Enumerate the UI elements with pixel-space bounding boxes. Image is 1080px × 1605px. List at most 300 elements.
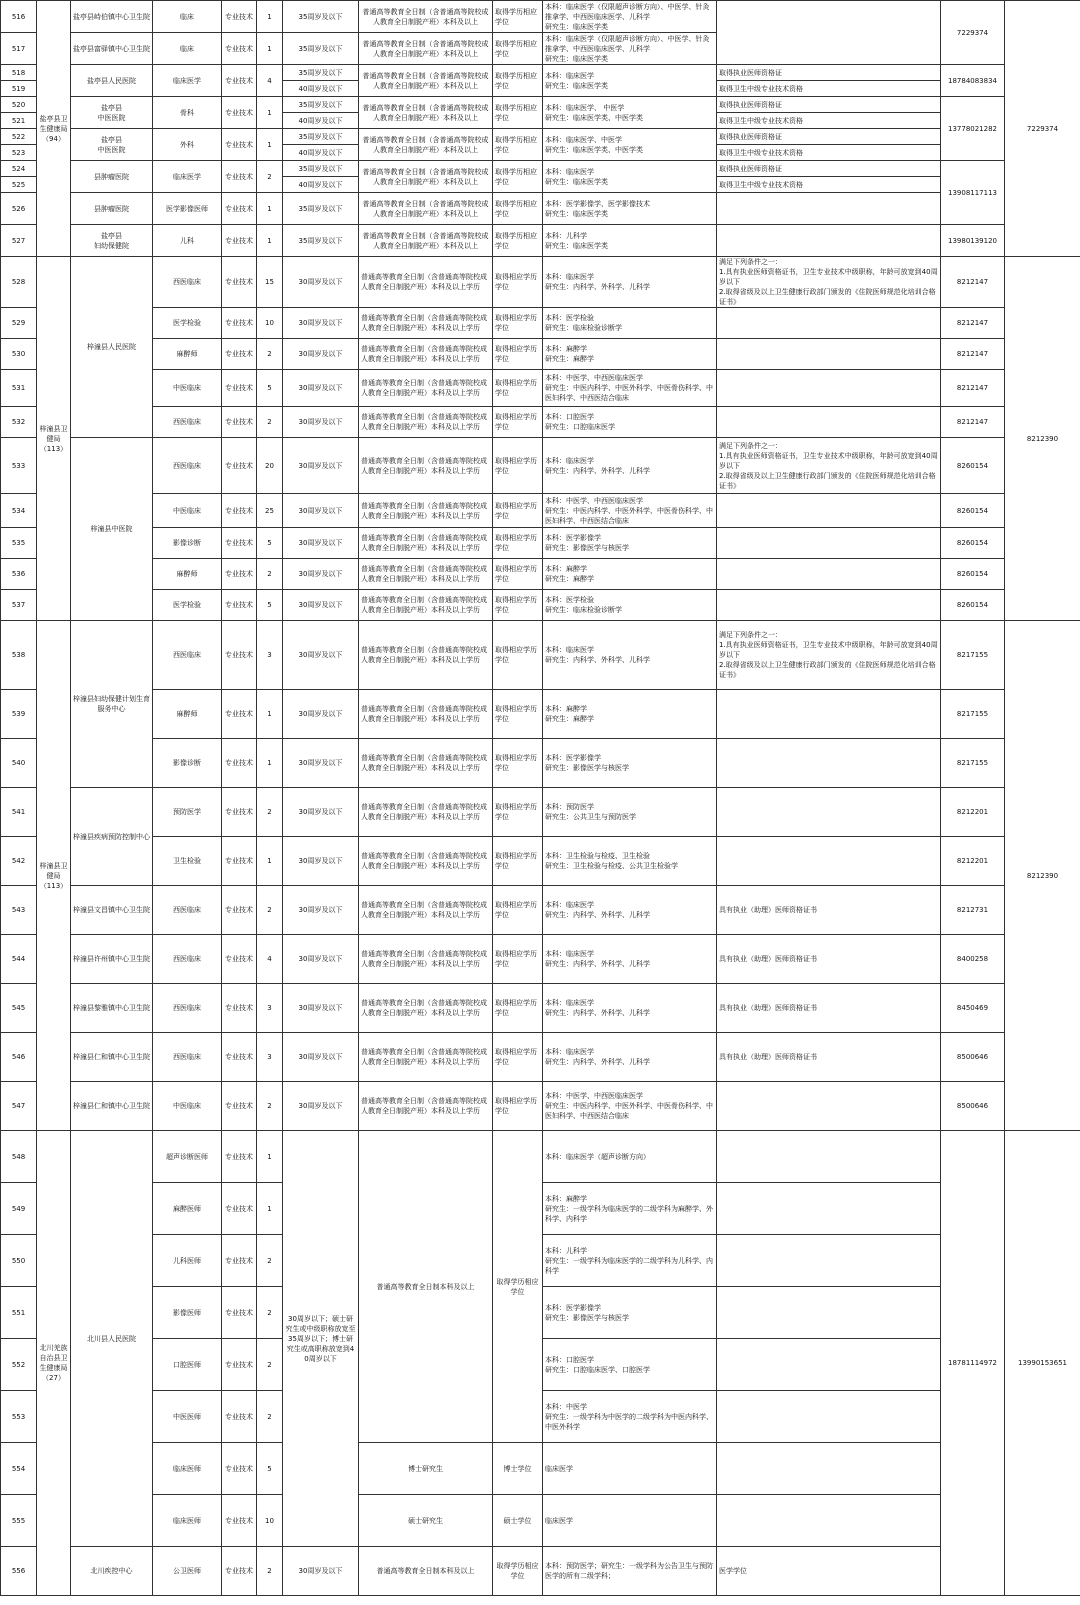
position-type: 专业技术: [222, 494, 257, 528]
unit-name: 盐亭县 中医医院: [71, 97, 153, 129]
table-row: [1, 1443, 1080, 1495]
education-requirement: 博士研究生: [359, 1443, 493, 1495]
position-name: 西医临床: [153, 984, 222, 1033]
age-requirement: 30周岁及以下: [283, 984, 359, 1033]
age-requirement: 40周岁及以下: [283, 145, 359, 161]
table-row: [1, 935, 1080, 984]
position-type: 专业技术: [222, 837, 257, 886]
unit-name: 盐亭县富驿镇中心卫生院: [71, 33, 153, 65]
age-requirement: 40周岁及以下: [283, 81, 359, 97]
position-count: 2: [257, 339, 283, 370]
other-requirement: 取得卫生中级专业技术资格: [717, 145, 941, 161]
position-count: 1: [257, 225, 283, 257]
education-requirement: 普通高等教育全日制（含普通高等院校成人教育全日制脱产班）本科及以上: [359, 33, 493, 65]
education-requirement: 普通高等教育全日制（含普通高等院校成人教育全日制脱产班）本科及以上学历: [359, 739, 493, 788]
age-requirement: 30周岁以下；硕士研究生或中级职称放宽至35周岁以下；博士研究生或高职称放宽到40周岁以下: [283, 1131, 359, 1547]
table-row: [1, 161, 1080, 177]
row-number: 522: [1, 129, 37, 145]
major-requirement: 本科：麻醉学 研究生：麻醉学: [543, 690, 717, 739]
education-requirement: 普通高等教育全日制（含普通高等院校成人教育全日制脱产班）本科及以上学历: [359, 1033, 493, 1082]
unit-name: 梓潼县黎雅镇中心卫生院: [71, 984, 153, 1033]
position-name: 公卫医师: [153, 1547, 222, 1596]
major-requirement: 本科：中医学 研究生：一级学科为中医学的二级学科为中医内科学、中医外科学: [543, 1391, 717, 1443]
education-requirement: 普通高等教育全日制（含普通高等院校成人教育全日制脱产班）本科及以上: [359, 193, 493, 225]
major-requirement: 本科：麻醉学 研究生：麻醉学: [543, 559, 717, 590]
major-requirement: 本科：医学检验 研究生：临床检验诊断学: [543, 308, 717, 339]
table-row: [1, 1547, 1080, 1596]
position-name: 儿科医师: [153, 1235, 222, 1287]
degree-requirement: 取得相应学历学位: [493, 886, 543, 935]
major-requirement: 本科：医学影像学、医学影像技术 研究生：临床医学类: [543, 193, 717, 225]
unit-name: 梓潼县文昌镇中心卫生院: [71, 886, 153, 935]
unit-name: 梓潼县人民医院: [71, 257, 153, 438]
position-name: 骨科: [153, 97, 222, 129]
major-requirement: 本科：医学影像学 研究生：影像医学与核医学: [543, 528, 717, 559]
contact-phone: 8260154: [941, 559, 1005, 590]
other-requirement: 满足下列条件之一： 1.具有执业医师资格证书，卫生专业技术中级职称，年龄可放宽到40周岁以下 2.取得省级及以上卫生健康行政部门颁发的《住院医师规范化培训合格证书》: [717, 257, 941, 308]
major-requirement: 本科：口腔医学 研究生：口腔临床医学: [543, 407, 717, 438]
degree-requirement: 取得相应学历学位: [493, 559, 543, 590]
major-requirement: 本科：中医学、中西医临床医学 研究生：中医内科学、中医外科学、中医骨伤科学、中医妇科学、中西医结合临床: [543, 1082, 717, 1131]
other-requirement: [717, 225, 941, 257]
table-row: [1, 1033, 1080, 1082]
row-number: 549: [1, 1183, 37, 1235]
age-requirement: 30周岁及以下: [283, 935, 359, 984]
position-name: 临床医师: [153, 1495, 222, 1547]
position-count: 2: [257, 407, 283, 438]
other-requirement: [717, 1235, 941, 1287]
position-name: 影像医师: [153, 1287, 222, 1339]
row-number: 524: [1, 161, 37, 177]
row-number: 540: [1, 739, 37, 788]
position-count: 2: [257, 559, 283, 590]
major-requirement: 本科：临床医学 研究生：临床医学类: [543, 65, 717, 97]
org-phone: 7229374: [1005, 1, 1080, 257]
position-count: 1: [257, 129, 283, 161]
position-name: 外科: [153, 129, 222, 161]
major-requirement: 本科：临床医学 研究生：内科学、外科学、儿科学: [543, 257, 717, 308]
other-requirement: [717, 837, 941, 886]
degree-requirement: 取得相应学历学位: [493, 590, 543, 621]
row-number: 553: [1, 1391, 37, 1443]
table-row: [1, 308, 1080, 339]
other-requirement: [717, 590, 941, 621]
position-count: 2: [257, 886, 283, 935]
age-requirement: 30周岁及以下: [283, 788, 359, 837]
table-row: [1, 590, 1080, 621]
position-type: 专业技术: [222, 739, 257, 788]
age-requirement: 30周岁及以下: [283, 690, 359, 739]
table-row: [1, 370, 1080, 407]
major-requirement: 本科：临床医学 研究生：临床医学类: [543, 161, 717, 193]
major-requirement: 本科：临床医学、中医学 研究生：临床医学类、中医学类: [543, 129, 717, 161]
other-requirement: [717, 1495, 941, 1547]
position-name: 中医临床: [153, 494, 222, 528]
other-requirement: 医学学位: [717, 1547, 941, 1596]
degree-requirement: 取得学历相应学位: [493, 1547, 543, 1596]
contact-phone: 18781114972: [941, 1131, 1005, 1596]
major-requirement: 本科：临床医学 研究生：内科学、外科学、儿科学: [543, 886, 717, 935]
position-name: 西医临床: [153, 621, 222, 690]
contact-phone: 8212147: [941, 257, 1005, 308]
row-number: 535: [1, 528, 37, 559]
position-count: 1: [257, 193, 283, 225]
other-requirement: [717, 1339, 941, 1391]
education-requirement: 普通高等教育全日制（含普通高等院校成人教育全日制脱产班）本科及以上学历: [359, 494, 493, 528]
unit-name: 县肿瘤医院: [71, 193, 153, 225]
contact-phone: 8217155: [941, 739, 1005, 788]
row-number: 525: [1, 177, 37, 193]
org-phone: 8212390: [1005, 621, 1080, 1131]
org-name: 盐亭县卫生健康局 （94）: [37, 1, 71, 257]
other-requirement: [717, 788, 941, 837]
position-type: 专业技术: [222, 1287, 257, 1339]
contact-phone: 8212147: [941, 339, 1005, 370]
row-number: 545: [1, 984, 37, 1033]
major-requirement: 本科：预防医学 研究生：公共卫生与预防医学: [543, 788, 717, 837]
education-requirement: 普通高等教育全日制（含普通高等院校成人教育全日制脱产班）本科及以上学历: [359, 438, 493, 494]
position-name: 麻醉师: [153, 339, 222, 370]
row-number: 537: [1, 590, 37, 621]
contact-phone: 8212147: [941, 407, 1005, 438]
position-type: 专业技术: [222, 621, 257, 690]
education-requirement: 普通高等教育全日制（含普通高等院校成人教育全日制脱产班）本科及以上学历: [359, 837, 493, 886]
contact-phone: 8212147: [941, 370, 1005, 407]
degree-requirement: 取得相应学历学位: [493, 308, 543, 339]
position-count: 1: [257, 739, 283, 788]
other-requirement: [717, 1, 941, 65]
age-requirement: 30周岁及以下: [283, 559, 359, 590]
other-requirement: [717, 1391, 941, 1443]
position-count: 4: [257, 935, 283, 984]
position-count: 2: [257, 1082, 283, 1131]
other-requirement: 取得卫生中级专业技术资格: [717, 81, 941, 97]
education-requirement: 普通高等教育全日制（含普通高等院校成人教育全日制脱产班）本科及以上学历: [359, 308, 493, 339]
age-requirement: 30周岁及以下: [283, 1082, 359, 1131]
table-row: [1, 788, 1080, 837]
position-type: 专业技术: [222, 308, 257, 339]
position-count: 3: [257, 621, 283, 690]
other-requirement: 取得卫生中级专业技术资格: [717, 177, 941, 193]
other-requirement: [717, 407, 941, 438]
degree-requirement: 取得学历相应学位: [493, 1, 543, 33]
position-name: 中医临床: [153, 370, 222, 407]
position-count: 5: [257, 528, 283, 559]
major-requirement: 本科：麻醉学 研究生：麻醉学: [543, 339, 717, 370]
major-requirement: 本科：临床医学 研究生：内科学、外科学、儿科学: [543, 1033, 717, 1082]
degree-requirement: 取得相应学历学位: [493, 739, 543, 788]
position-count: 2: [257, 1391, 283, 1443]
education-requirement: 普通高等教育全日制（含普通高等院校成人教育全日制脱产班）本科及以上学历: [359, 370, 493, 407]
contact-phone: 8500646: [941, 1033, 1005, 1082]
degree-requirement: 取得相应学历学位: [493, 528, 543, 559]
position-count: 1: [257, 33, 283, 65]
education-requirement: 普通高等教育全日制（含普通高等院校成人教育全日制脱产班）本科及以上学历: [359, 559, 493, 590]
position-name: 西医临床: [153, 438, 222, 494]
row-number: 517: [1, 33, 37, 65]
position-name: 麻醉医师: [153, 1183, 222, 1235]
degree-requirement: 取得学历相应学位: [493, 225, 543, 257]
position-type: 专业技术: [222, 257, 257, 308]
degree-requirement: 博士学位: [493, 1443, 543, 1495]
row-number: 529: [1, 308, 37, 339]
row-number: 542: [1, 837, 37, 886]
contact-phone: 8260154: [941, 494, 1005, 528]
degree-requirement: 取得相应学历学位: [493, 494, 543, 528]
unit-name: 梓潼县疾病预防控制中心: [71, 788, 153, 886]
contact-phone: 8450469: [941, 984, 1005, 1033]
position-count: 2: [257, 788, 283, 837]
row-number: 520: [1, 97, 37, 113]
position-name: 麻醉师: [153, 690, 222, 739]
education-requirement: 普通高等教育全日制（含普通高等院校成人教育全日制脱产班）本科及以上: [359, 161, 493, 193]
contact-phone: 8217155: [941, 690, 1005, 739]
other-requirement: 取得执业医师资格证: [717, 97, 941, 113]
age-requirement: 40周岁及以下: [283, 113, 359, 129]
position-type: 专业技术: [222, 590, 257, 621]
row-number: 544: [1, 935, 37, 984]
position-name: 西医临床: [153, 935, 222, 984]
education-requirement: 普通高等教育全日制（含普通高等院校成人教育全日制脱产班）本科及以上学历: [359, 886, 493, 935]
table-row: [1, 1131, 1080, 1183]
education-requirement: 普通高等教育全日制（含普通高等院校成人教育全日制脱产班）本科及以上学历: [359, 339, 493, 370]
contact-phone: 8212201: [941, 837, 1005, 886]
degree-requirement: 取得相应学历学位: [493, 257, 543, 308]
position-name: 西医临床: [153, 257, 222, 308]
degree-requirement: 硕士学位: [493, 1495, 543, 1547]
position-count: 15: [257, 257, 283, 308]
position-name: 临床: [153, 33, 222, 65]
age-requirement: 30周岁及以下: [283, 590, 359, 621]
position-name: 西医临床: [153, 886, 222, 935]
age-requirement: 30周岁及以下: [283, 438, 359, 494]
unit-name: 梓潼县仁和镇中心卫生院: [71, 1033, 153, 1082]
position-type: 专业技术: [222, 984, 257, 1033]
major-requirement: 临床医学: [543, 1495, 717, 1547]
other-requirement: [717, 339, 941, 370]
major-requirement: 本科：临床医学、 中医学 研究生：临床医学类、中医学类: [543, 97, 717, 129]
major-requirement: 本科：卫生检验与检疫、卫生检验 研究生：卫生检验与检疫、公共卫生检验学: [543, 837, 717, 886]
row-number: 550: [1, 1235, 37, 1287]
row-number: 536: [1, 559, 37, 590]
position-count: 1: [257, 97, 283, 129]
other-requirement: 具有执业（助理）医师资格证书: [717, 935, 941, 984]
other-requirement: 满足下列条件之一： 1.具有执业医师资格证书，卫生专业技术中级职称，年龄可放宽到40周岁以下 2.取得省级及以上卫生健康行政部门颁发的《住院医师规范化培训合格证书》: [717, 621, 941, 690]
other-requirement: 具有执业（助理）医师资格证书: [717, 886, 941, 935]
position-type: 专业技术: [222, 1235, 257, 1287]
unit-name: 梓潼县仁和镇中心卫生院: [71, 1082, 153, 1131]
degree-requirement: 取得学历相应学位: [493, 161, 543, 193]
contact-phone: 8260154: [941, 528, 1005, 559]
unit-name: 北川县人民医院: [71, 1131, 153, 1547]
position-name: 临床医师: [153, 1443, 222, 1495]
other-requirement: 取得执业医师资格证: [717, 161, 941, 177]
unit-name: 盐亭县峙伯镇中心卫生院: [71, 1, 153, 33]
table-row: [1, 494, 1080, 528]
row-number: 533: [1, 438, 37, 494]
unit-name: 梓潼县妇幼保健计划生育服务中心: [71, 621, 153, 788]
position-type: 专业技术: [222, 1339, 257, 1391]
org-name: 梓潼县卫健局 （113）: [37, 257, 71, 621]
education-requirement: 普通高等教育全日制（含普通高等院校成人教育全日制脱产班）本科及以上: [359, 97, 493, 129]
position-count: 2: [257, 1235, 283, 1287]
row-number: 527: [1, 225, 37, 257]
other-requirement: 取得卫生中级专业技术资格: [717, 113, 941, 129]
major-requirement: 本科：中医学、中西医临床医学 研究生：中医内科学、中医外科学、中医骨伤科学、中医妇科学、中西医结合临床: [543, 370, 717, 407]
row-number: 541: [1, 788, 37, 837]
position-count: 3: [257, 984, 283, 1033]
position-type: 专业技术: [222, 935, 257, 984]
other-requirement: [717, 1131, 941, 1183]
position-count: 1: [257, 837, 283, 886]
education-requirement: 普通高等教育全日制（含普通高等院校成人教育全日制脱产班）本科及以上: [359, 65, 493, 97]
table-row: [1, 257, 1080, 308]
table-row: [1, 225, 1080, 257]
position-name: 麻醉师: [153, 559, 222, 590]
contact-phone: 13778021282: [941, 97, 1005, 161]
contact-phone: 8212147: [941, 308, 1005, 339]
major-requirement: 本科：口腔医学 研究生：口腔临床医学、口腔医学: [543, 1339, 717, 1391]
age-requirement: 30周岁及以下: [283, 886, 359, 935]
position-type: 专业技术: [222, 225, 257, 257]
position-type: 专业技术: [222, 1183, 257, 1235]
age-requirement: 30周岁及以下: [283, 339, 359, 370]
row-number: 531: [1, 370, 37, 407]
degree-requirement: 取得相应学历学位: [493, 1082, 543, 1131]
unit-name: 盐亭县人民医院: [71, 65, 153, 97]
contact-phone: 8260154: [941, 438, 1005, 494]
age-requirement: 30周岁及以下: [283, 494, 359, 528]
table-row: [1, 1495, 1080, 1547]
position-type: 专业技术: [222, 370, 257, 407]
position-name: 中医医师: [153, 1391, 222, 1443]
position-name: 临床医学: [153, 65, 222, 97]
major-requirement: 本科：儿科学 研究生：一级学科为临床医学的二级学科为儿科学、内科学: [543, 1235, 717, 1287]
other-requirement: [717, 559, 941, 590]
position-count: 5: [257, 370, 283, 407]
position-count: 1: [257, 1131, 283, 1183]
table-row: [1, 407, 1080, 438]
contact-phone: 8400258: [941, 935, 1005, 984]
education-requirement: 普通高等教育全日制（含普通高等院校成人教育全日制脱产班）本科及以上学历: [359, 935, 493, 984]
org-name: 北川羌族自治县卫生健康局 （27）: [37, 1131, 71, 1596]
org-phone: 13990153651: [1005, 1131, 1080, 1596]
major-requirement: 本科：临床医学（仅限超声诊断方向）、中医学、针灸推拿学、中西医临床医学、儿科学 研究生：临床医学类: [543, 1, 717, 33]
position-count: 5: [257, 590, 283, 621]
position-type: 专业技术: [222, 690, 257, 739]
education-requirement: 普通高等教育全日制（含普通高等院校成人教育全日制脱产班）本科及以上学历: [359, 257, 493, 308]
age-requirement: 35周岁及以下: [283, 129, 359, 145]
position-name: 儿科: [153, 225, 222, 257]
education-requirement: 普通高等教育全日制（含普通高等院校成人教育全日制脱产班）本科及以上学历: [359, 590, 493, 621]
position-count: 2: [257, 161, 283, 193]
education-requirement: 硕士研究生: [359, 1495, 493, 1547]
major-requirement: 本科：医学影像学 研究生：影像医学与核医学: [543, 1287, 717, 1339]
table-row: [1, 438, 1080, 494]
position-name: 口腔医师: [153, 1339, 222, 1391]
education-requirement: 普通高等教育全日制（含普通高等院校成人教育全日制脱产班）本科及以上学历: [359, 407, 493, 438]
other-requirement: [717, 193, 941, 225]
degree-requirement: 取得相应学历学位: [493, 370, 543, 407]
age-requirement: 35周岁及以下: [283, 97, 359, 113]
other-requirement: [717, 1443, 941, 1495]
row-number: 554: [1, 1443, 37, 1495]
major-requirement: 本科：临床医学（超声诊断方向）: [543, 1131, 717, 1183]
contact-phone: 13908117113: [941, 161, 1005, 225]
position-name: 预防医学: [153, 788, 222, 837]
degree-requirement: 取得相应学历学位: [493, 339, 543, 370]
unit-name: 北川疾控中心: [71, 1547, 153, 1596]
position-count: 2: [257, 1287, 283, 1339]
position-name: 西医临床: [153, 1033, 222, 1082]
degree-requirement: 取得学历相应学位: [493, 1131, 543, 1443]
position-type: 专业技术: [222, 1547, 257, 1596]
row-number: 551: [1, 1287, 37, 1339]
row-number: 548: [1, 1131, 37, 1183]
position-name: 中医临床: [153, 1082, 222, 1131]
unit-name: 盐亭县 妇幼保健院: [71, 225, 153, 257]
row-number: 518: [1, 65, 37, 81]
table-row: [1, 339, 1080, 370]
row-number: 538: [1, 621, 37, 690]
position-type: 专业技术: [222, 65, 257, 97]
position-type: 专业技术: [222, 1391, 257, 1443]
education-requirement: 普通高等教育全日制（含普通高等院校成人教育全日制脱产班）本科及以上: [359, 1, 493, 33]
contact-phone: 18784083834: [941, 65, 1005, 97]
position-type: 专业技术: [222, 1033, 257, 1082]
row-number: 546: [1, 1033, 37, 1082]
position-type: 专业技术: [222, 161, 257, 193]
degree-requirement: 取得相应学历学位: [493, 984, 543, 1033]
position-type: 专业技术: [222, 559, 257, 590]
position-type: 专业技术: [222, 886, 257, 935]
row-number: 521: [1, 113, 37, 129]
row-number: 519: [1, 81, 37, 97]
major-requirement: 本科：医学检验 研究生：临床检验诊断学: [543, 590, 717, 621]
org-phone: 8212390: [1005, 257, 1080, 621]
degree-requirement: 取得学历相应学位: [493, 193, 543, 225]
row-number: 534: [1, 494, 37, 528]
other-requirement: [717, 1287, 941, 1339]
position-count: 25: [257, 494, 283, 528]
position-name: 医学影像医师: [153, 193, 222, 225]
contact-phone: 8500646: [941, 1082, 1005, 1131]
position-type: 专业技术: [222, 1495, 257, 1547]
position-type: 专业技术: [222, 438, 257, 494]
other-requirement: [717, 308, 941, 339]
table-row: [1, 193, 1080, 225]
major-requirement: 本科：中医学、中西医临床医学 研究生：中医内科学、中医外科学、中医骨伤科学、中医妇科学、中西医结合临床: [543, 494, 717, 528]
other-requirement: 具有执业（助理）医师资格证书: [717, 1033, 941, 1082]
position-name: 临床医学: [153, 161, 222, 193]
education-requirement: 普通高等教育全日制（含普通高等院校成人教育全日制脱产班）本科及以上学历: [359, 621, 493, 690]
age-requirement: 30周岁及以下: [283, 621, 359, 690]
other-requirement: [717, 370, 941, 407]
age-requirement: 30周岁及以下: [283, 308, 359, 339]
age-requirement: 30周岁及以下: [283, 370, 359, 407]
other-requirement: [717, 690, 941, 739]
degree-requirement: 取得学历相应学位: [493, 97, 543, 129]
row-number: 555: [1, 1495, 37, 1547]
degree-requirement: 取得学历相应学位: [493, 33, 543, 65]
major-requirement: 本科：医学影像学 研究生：影像医学与核医学: [543, 739, 717, 788]
age-requirement: 30周岁及以下: [283, 837, 359, 886]
position-count: 5: [257, 1443, 283, 1495]
position-type: 专业技术: [222, 1082, 257, 1131]
degree-requirement: 取得相应学历学位: [493, 935, 543, 984]
table-row: [1, 739, 1080, 788]
table-row: [1, 1, 1080, 33]
